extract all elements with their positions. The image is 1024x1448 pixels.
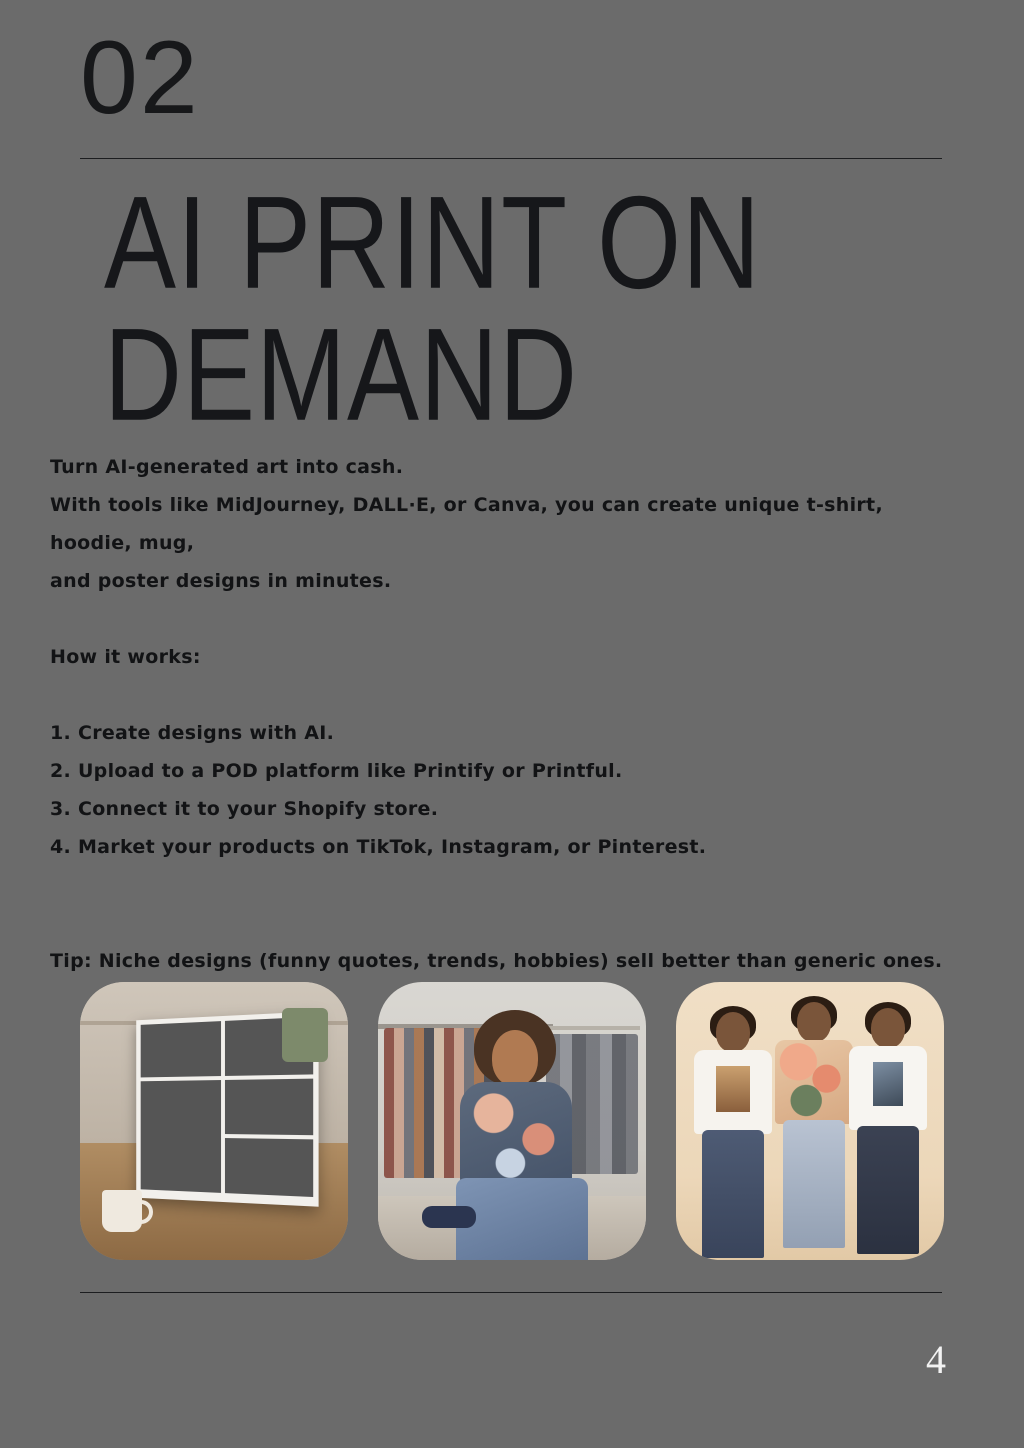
step-item: 3. Connect it to your Shopify store. (50, 798, 439, 820)
photo-model-jeans (857, 1126, 919, 1254)
photo-model-face (871, 1008, 905, 1048)
spacer (50, 866, 950, 942)
photo-plant-pot (282, 1008, 328, 1062)
photo-model-jeans (783, 1120, 845, 1248)
spacer (50, 600, 950, 638)
page-title-line-2: DEMAND (104, 300, 579, 448)
page-title (104, 168, 964, 448)
page-number: 4 (926, 1337, 946, 1382)
photo-model-face (492, 1030, 538, 1086)
gallery-image-boutique (378, 982, 646, 1260)
print-thumb (225, 1138, 313, 1197)
photo-shelf (540, 1026, 640, 1030)
step-item: 2. Upload to a POD platform like Printify or Printful. (50, 760, 623, 782)
step-item: 4. Market your products on TikTok, Instagram, or Pinterest. (50, 836, 707, 858)
print-thumb (141, 1193, 221, 1197)
photo-printed-tshirt (694, 1050, 772, 1134)
page-title-line-1: AI PRINT ON (104, 168, 762, 316)
photo-printed-tshirt (849, 1046, 927, 1130)
gallery-image-tshirt-models (676, 982, 944, 1260)
tip-text: Tip: Niche designs (funny quotes, trends, hobbies) sell better than generic ones. (50, 950, 943, 972)
footer-divider (80, 1292, 942, 1293)
intro-line-1: Turn AI-generated art into cash. (50, 456, 404, 478)
step-item: 1. Create designs with AI. (50, 722, 335, 744)
how-it-works-heading: How it works: (50, 646, 201, 668)
photo-model-floral-top (460, 1082, 572, 1186)
spacer (50, 676, 950, 714)
image-gallery (80, 982, 944, 1260)
photo-model-right (844, 1008, 932, 1260)
intro-line-2: With tools like MidJourney, DALL·E, or Canva, you can create unique t-shirt, hoodie, mug, (50, 494, 883, 554)
photo-mug (102, 1190, 142, 1232)
body-copy (50, 448, 950, 980)
print-thumb (141, 1021, 221, 1077)
photo-model-face (797, 1002, 831, 1042)
section-number: 02 (80, 20, 200, 136)
photo-printed-tshirt (775, 1040, 853, 1124)
print-thumb (141, 1080, 221, 1193)
gallery-image-prints (80, 982, 348, 1260)
photo-model-shoe (422, 1206, 476, 1228)
photo-model-left (690, 1012, 776, 1260)
header-divider (80, 158, 942, 159)
photo-model-jeans (702, 1130, 764, 1258)
photo-model-face (716, 1012, 750, 1052)
print-thumb (225, 1078, 313, 1135)
intro-line-3: and poster designs in minutes. (50, 570, 392, 592)
